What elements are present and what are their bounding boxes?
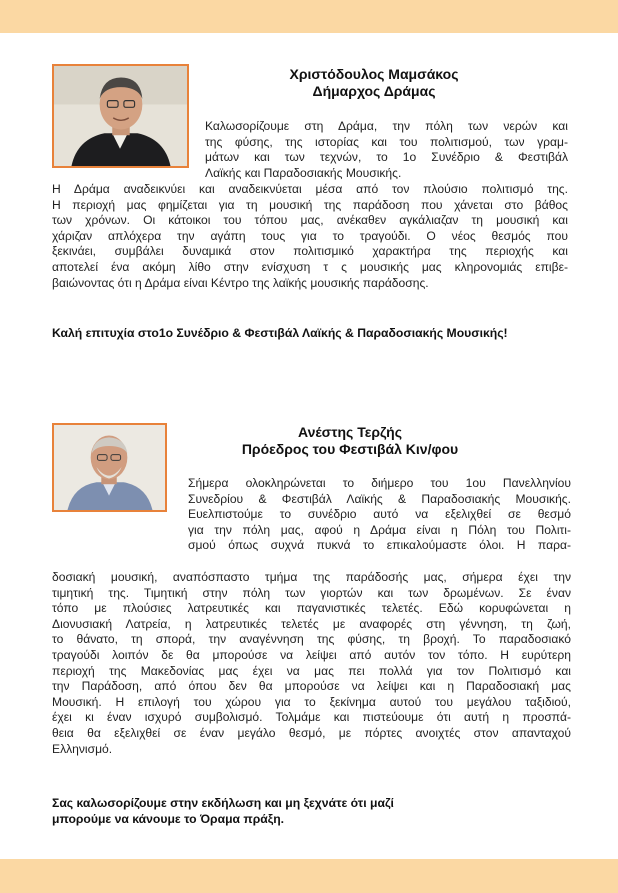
- section1-intro-paragraph: [205, 119, 568, 181]
- text-line: για την πόλη μας, αφού η Δράμα είναι η Πόλη του Πολιτι-: [188, 522, 571, 537]
- text-line: χάριζαν απλόχερα την αγάπη τους για το τραγούδι. Ο νέος θεσμός που: [52, 228, 568, 243]
- text-line: αποτελεί ένα ακόμη λίθο στην ενίσχυση τ ς μουσικής μας κληρονομιάς επιβε-: [52, 259, 568, 274]
- text-line: μάτων και των τεχνών, το 1ο Συνέδριο & Φεστιβάλ: [205, 150, 568, 165]
- text-line: Η περιοχή μας φημίζεται για τη μουσική της παράδοση που χάνεται στο βάθος: [52, 197, 568, 212]
- text-line: έχει κι έναν ισχυρό συμβολισμό. Τολμάμε και πιστεύουμε ότι αυτή η προσπά-: [52, 710, 571, 725]
- text-line: των χρόνων. Οι κάτοικοι του τόπου μας, ανέκαθεν αγκάλιαζαν τη μουσική και: [52, 213, 568, 228]
- closing-line: Σας καλωσορίζουμε στην εκδήλωση και μη ξεχνάτε ότι μαζί: [52, 796, 394, 810]
- text-line: Σήμερα ολοκληρώνεται το διήμερο του 1ου Πανελληνίου: [188, 476, 571, 490]
- mayor-name: Χριστόδουλος Μαμσάκος: [289, 66, 459, 82]
- text-line: βαιώνοντας ότι η Δράμα είναι Κέντρο της λαϊκής μουσικής παράδοσης.: [52, 275, 429, 290]
- mayor-title: Δήμαρχος Δράμας: [312, 83, 436, 99]
- text-line: Λαϊκής και Παραδοσιακής Μουσικής.: [205, 165, 402, 180]
- text-line: τόπο με πλούσιες λατρευτικές και παγανιστικές τελετές. Εδώ κορυφώνεται η: [52, 601, 571, 616]
- text-line: σμού όπως συχνά πυκνά το επικαλούμαστε όλοι. Η παρα-: [188, 538, 571, 553]
- text-line: τιμητική της. Τιμητική στην πόλη των γιορτών και των δρωμένων. Σε έναν: [52, 585, 571, 600]
- section1-closing-wish: Καλή επιτυχία στο1ο Συνέδριο & Φεστιβάλ Λαϊκής & Παραδοσιακής Μουσικής!: [52, 326, 508, 340]
- text-line: θεια θα εξελιχθεί σε έναν μεγάλο θεσμό, με πόρτες ανοιχτές στον απανταχού: [52, 725, 571, 740]
- text-line: Ευελπιστούμε το συνέδριο αυτό να εξελιχθεί σε θεσμό: [188, 507, 571, 522]
- section1-heading: [244, 66, 504, 100]
- section1-body-paragraph: [52, 182, 568, 291]
- president-title: Πρόεδρος του Φεστιβάλ Κιν/φου: [241, 441, 459, 457]
- text-line: Μουσική. Η επιλογή του χώρου για το ξεκίνημα αυτού του μεγάλου ταξιδιού,: [52, 694, 571, 709]
- bottom-decorative-band: [0, 859, 618, 893]
- section2-intro-paragraph: [188, 476, 571, 554]
- text-line: Συνεδρίου & Φεστιβάλ Λαϊκής & Παραδοσιακής Μουσικής.: [188, 491, 571, 506]
- section2-closing-message: [52, 795, 394, 827]
- president-name: Ανέστης Τερζής: [297, 424, 402, 440]
- text-line: Διονυσιακή Λατρεία, η λατρευτικές τελετές με αναφορές στη γέννηση, τη ζωή,: [52, 616, 571, 631]
- text-line: περιοχή της Μακεδονίας μας έχει να μας πει πολλά για τον Πολιτισμό και: [52, 663, 571, 678]
- section2-heading: [205, 424, 495, 458]
- top-decorative-band: [0, 0, 618, 33]
- closing-line: μπορούμε να κάνουμε το Όραμα πράξη.: [52, 812, 285, 826]
- section2-body-paragraph: [52, 570, 571, 757]
- text-line: Καλωσορίζουμε στη Δράμα, την πόλη των νερών και: [205, 119, 568, 133]
- text-line: την Παράδοση, από όπου δεν θα μπορούσε να λείψει και η Παραδοσιακή μας: [52, 679, 571, 694]
- mayor-portrait-photo: [52, 64, 189, 168]
- text-line: της φύσης, της ιστορίας και του πολιτισμού, των γραμ-: [205, 134, 568, 149]
- text-line: δοσιακή μουσική, αναπόσπαστο τμήμα της παράδοσής μας, σήμερα έχει την: [52, 570, 571, 584]
- text-line: τραγούδι λοιπόν δε θα μπορούσε να λείψει από αυτόν τον τόπο. Η ευρύτερη: [52, 647, 571, 662]
- text-line: Η Δράμα αναδεικνύει και αναδεικνύεται μέσα από τον πλούσιο πολιτισμό της.: [52, 182, 568, 196]
- text-line: το θάνατο, τη σπορά, την αναγέννηση της φύσης, τη βροχή. Το παραδοσιακό: [52, 632, 571, 647]
- text-line: ξεκινάει, συμβάλει δυναμικά στον πολιτισμικό χαρακτήρα της περιοχής και: [52, 244, 568, 259]
- festival-president-portrait-photo: [52, 423, 167, 512]
- text-line: Ελληνισμό.: [52, 741, 113, 756]
